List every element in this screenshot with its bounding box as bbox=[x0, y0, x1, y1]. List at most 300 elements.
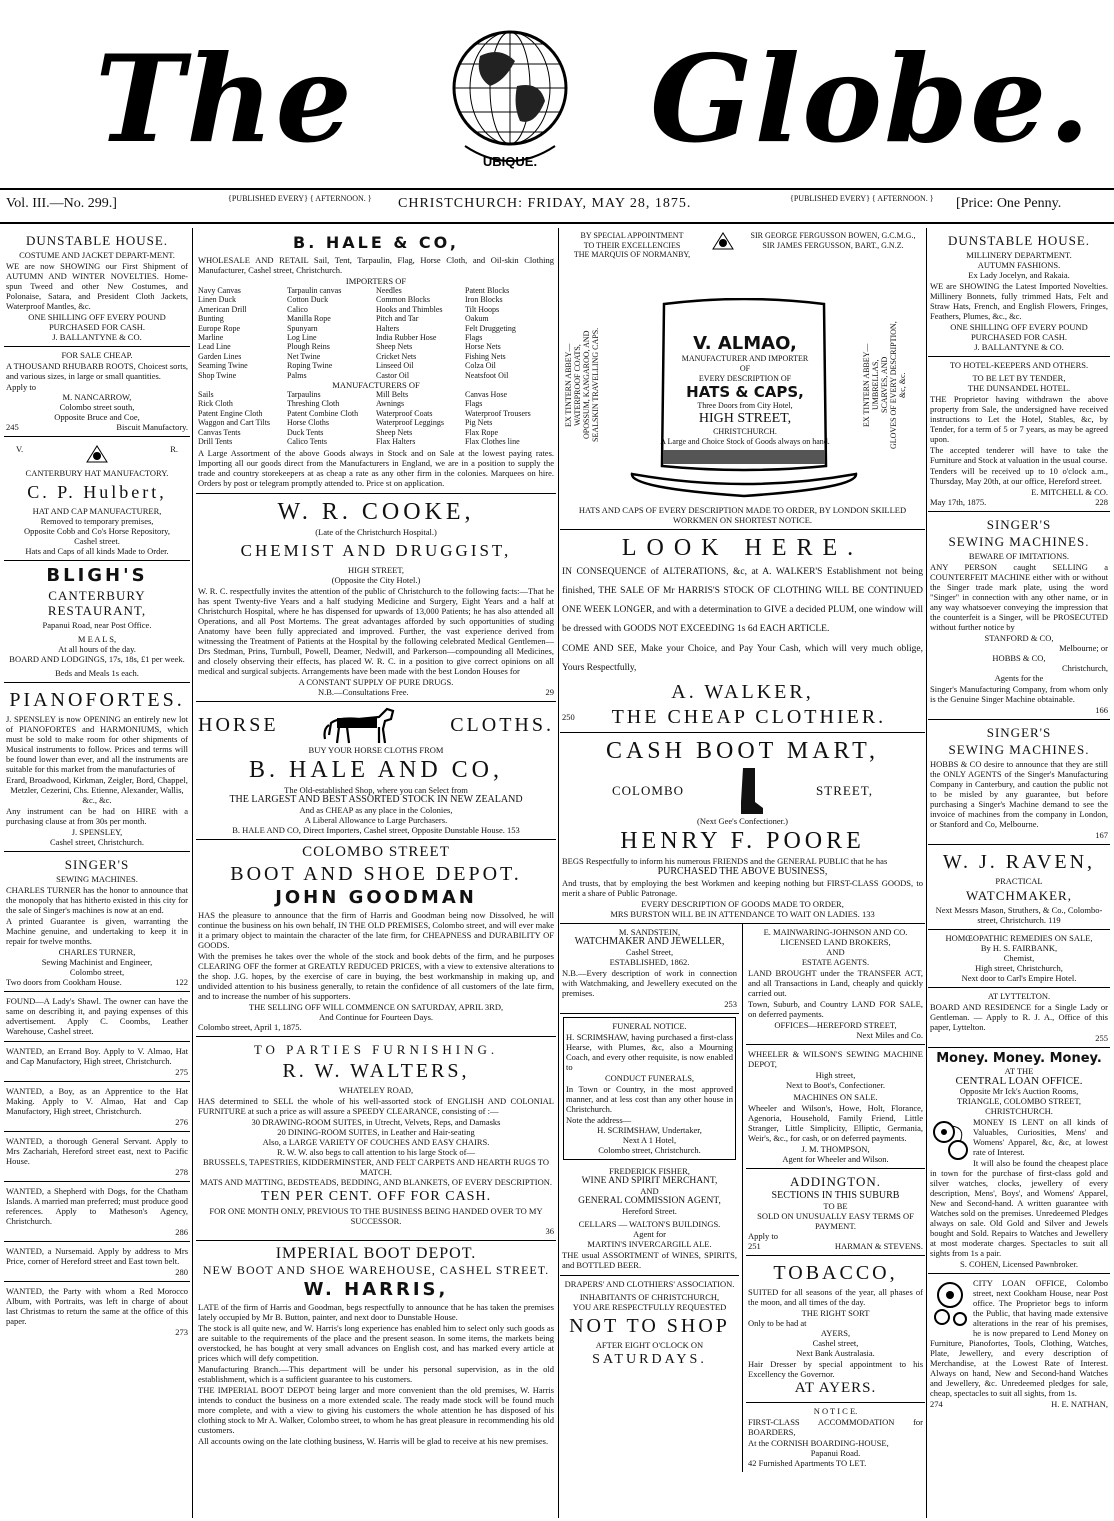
ad-wanted bbox=[4, 1282, 190, 1341]
vertical-line: SEALSKIN TRAVELLING CAPS. bbox=[591, 327, 600, 442]
boot-icon bbox=[735, 766, 765, 816]
ad-walker bbox=[560, 530, 925, 733]
ad-number: 251 bbox=[748, 1240, 761, 1251]
ad-title: COLOMBO STREET bbox=[302, 843, 450, 860]
ad-name: H. SCRIMSHAW, Undertaker, bbox=[597, 1124, 702, 1135]
ad-body: WANTED, the Party with whom a Red Morocco Album, with Portraits, was left in charge of about last Christmas to return the same at the office of this paper. bbox=[6, 1286, 188, 1326]
ad-blighs bbox=[4, 561, 190, 683]
ad-body: LATE of the firm of Harris and Goodman, begs respectfully to announce that he has taken the premises lately occupied by Mr B. Button, painter, and next door to Dunstable House. bbox=[198, 1301, 554, 1322]
ad-sale: MACHINES ON SALE. bbox=[793, 1091, 878, 1102]
ad-inhabitants: INHABITANTS OF CHRISTCHURCH, bbox=[579, 1291, 720, 1302]
goods-list-item: Duck Tents bbox=[287, 427, 324, 437]
ad-name: HENRY F. POORE bbox=[620, 827, 865, 854]
ad-raven bbox=[928, 845, 1110, 930]
ad-subtitle: SEWING MACHINES. bbox=[948, 742, 1090, 757]
watch-jewellery-icon bbox=[930, 1118, 970, 1162]
ad-scrimshaw bbox=[563, 1017, 736, 1160]
ad-wanted bbox=[4, 1082, 190, 1132]
ad-signature: J. BALLANTYNE & CO. bbox=[974, 342, 1064, 352]
ad-title: DRAPERS' AND CLOTHIERS' ASSOCIATION. bbox=[564, 1278, 735, 1289]
ad-usual: THE usual ASSORTMENT of WINES, SPIRITS, and BOTTLED BEER. bbox=[562, 1249, 737, 1270]
goods-list-item: Drill Tents bbox=[198, 437, 233, 447]
ad-next: Next Miles and Co. bbox=[856, 1029, 923, 1040]
ad-after: AFTER EIGHT O'CLOCK ON bbox=[595, 1339, 704, 1350]
goods-list-item: Awnings bbox=[376, 399, 405, 409]
ad-meals: M E A L S, bbox=[77, 634, 117, 644]
ad-address: High street, Christchurch, bbox=[975, 963, 1063, 973]
ad-number: 36 bbox=[545, 1225, 554, 1236]
ad-next: Next Bank Australasia. bbox=[796, 1347, 875, 1358]
ad-appointment-name: THE MARQUIS OF NORMANBY, bbox=[573, 250, 691, 259]
ad-appointment-name: SIR JAMES FERGUSSON, BART., G.N.Z. bbox=[762, 240, 904, 250]
ad-buy: BUY YOUR HORSE CLOTHS FROM bbox=[308, 744, 444, 755]
ad-hours: At all hours of the day. bbox=[58, 644, 136, 654]
goods-list-item: Spunyarn bbox=[287, 323, 318, 333]
ad-and: AND bbox=[640, 1185, 659, 1196]
column-rule bbox=[192, 228, 193, 1518]
ad-street-left: COLOMBO bbox=[612, 783, 685, 798]
goods-list-item: Marline bbox=[198, 333, 224, 343]
goods-list-item: Calico bbox=[287, 304, 308, 314]
ad-triangle: TRIANGLE, COLOMBO STREET, bbox=[956, 1096, 1082, 1106]
goods-list-item: Threshing Cloth bbox=[287, 399, 340, 409]
ad-supply: A CONSTANT SUPPLY OF PURE DRUGS. bbox=[298, 676, 454, 687]
ad-next: Next door to Carl's Empire Hotel. bbox=[961, 973, 1077, 983]
goods-list-item: Patent Engine Cloth bbox=[198, 408, 263, 418]
ad-city: CHRISTCHURCH. bbox=[713, 426, 777, 436]
goods-list-item: Log Line bbox=[287, 333, 317, 343]
ad-body: FIRST-CLASS ACCOMMODATION for BOARDERS, bbox=[748, 1416, 923, 1437]
goods-list-item: Waterproof Coats bbox=[376, 408, 433, 418]
goods-list-item: Pitch and Tar bbox=[376, 314, 419, 324]
price: [Price: One Penny. bbox=[956, 196, 1062, 211]
ad-name: A. WALKER, bbox=[671, 680, 814, 703]
ad-tobe: TO BE bbox=[823, 1200, 848, 1211]
goods-list-item: Waterproof Trousers bbox=[465, 408, 531, 418]
ad-ex: Ex Lady Jocelyn, and Rakaia. bbox=[968, 270, 1070, 280]
ad-mainwaring bbox=[746, 924, 925, 1045]
goods-list-item: Cricket Nets bbox=[376, 351, 417, 361]
ad-number: 122 bbox=[175, 977, 188, 987]
ad-agent: Agent for Wheeler and Wilson. bbox=[782, 1153, 889, 1164]
ad-offer: ONE SHILLING OFF EVERY POUND PURCHASED FOR CASH. bbox=[950, 322, 1088, 342]
ad-allow: A Liberal Allowance to Large Purchasers. bbox=[304, 814, 448, 825]
ad-cash: TEN PER CENT. OFF FOR CASH. bbox=[260, 1188, 492, 1204]
ad-body: FOUND—A Lady's Shawl. The owner can have the same on describing it, and paying expenses of this advertisement. Apply C. Coombs, Leather Warehouse, Cashel street. bbox=[6, 996, 188, 1036]
ad-name: M. NANCARROW, bbox=[62, 392, 132, 402]
ad-opposite: Opposite Mr Ick's Auction Rooms, bbox=[959, 1086, 1079, 1096]
ad-subtitle: SEWING MACHINES. bbox=[948, 534, 1090, 549]
ad-cooke bbox=[196, 494, 556, 702]
royal-crest-icon bbox=[710, 231, 736, 251]
ad-agent: HARMAN & STEVENS. bbox=[834, 1240, 923, 1251]
manufactures-list bbox=[198, 390, 554, 446]
goods-list-item: Palms bbox=[287, 370, 307, 380]
ad-number: 273 bbox=[175, 1327, 188, 1337]
ad-appointment-to: TO THEIR EXCELLENCIES bbox=[583, 240, 681, 250]
ad-of: OF bbox=[739, 363, 751, 373]
ad-number: 153 bbox=[507, 824, 520, 835]
masthead-title-left: The bbox=[95, 29, 354, 170]
goods-list-item: Roping Twine bbox=[287, 361, 333, 371]
ad-body: WANTED, a Boy, as an Apprentice to the Hat Making. Apply to V. Almao, Hat and Cap Manufactory, High street, Christchurch. bbox=[6, 1086, 188, 1116]
ad-number: 166 bbox=[1095, 705, 1108, 715]
column-4 bbox=[928, 228, 1110, 1518]
ad-title: TOBACCO, bbox=[773, 1261, 898, 1284]
masthead-motto: UBIQUE. bbox=[482, 154, 538, 169]
ad-street-right: STREET, bbox=[816, 783, 873, 798]
ad-address: B. HALE AND CO, Direct Importers, Cashel street, Opposite Dunstable House. bbox=[232, 824, 505, 835]
goods-list-item: Iron Blocks bbox=[465, 295, 503, 305]
ad-intro: WHOLESALE AND RETAIL Sail, Tent, Tarpaulin, Flag, Horse Cloth, and Oil-skin Clothing Manufacturer, Cashel street, Christchurch. bbox=[198, 255, 554, 275]
goods-list-item: American Drill bbox=[198, 304, 247, 314]
ad-address: Colombo street south, bbox=[59, 402, 135, 412]
ad-number: 245 bbox=[6, 422, 19, 432]
goods-list-item: Flax Rope bbox=[465, 427, 499, 437]
ad-body: WE are now SHOWING our First Shipment of AUTUMN AND WINTER NOVELTIES. Home-spun Tweed and other New Costumes, and Polonaise, Satara, and President Cloth Jackets, Waterproof Mantles, &c. bbox=[6, 261, 188, 311]
ad-practical: PRACTICAL bbox=[995, 876, 1043, 886]
ad-signature: S. COHEN, Licensed Pawnbroker. bbox=[959, 1259, 1079, 1269]
goods-list-item: Flax Clothes line bbox=[465, 437, 520, 447]
ad-body: Manufacturing Branch.—This department will be under his personal supervision, as in the old establishment, which is a sufficient guarantee to his customers. bbox=[198, 1363, 554, 1384]
ad-name: J. SPENSLEY, bbox=[71, 827, 123, 837]
ad-fisher bbox=[560, 1163, 739, 1276]
ad-wheeler bbox=[746, 1045, 925, 1169]
ad-title: SINGER'S bbox=[986, 725, 1052, 740]
ad-title: W. R. COOKE, bbox=[277, 498, 475, 525]
ad-trade: LICENSED LAND BROKERS, bbox=[780, 936, 891, 947]
ad-ale: MARTIN'S INVERCARGILL ALE. bbox=[587, 1238, 712, 1249]
ad-not-to-shop: NOT TO SHOP bbox=[569, 1314, 730, 1337]
ad-line: 30 DRAWING-ROOM SUITES, in Utrecht, Velvets, Reps, and Damasks bbox=[251, 1116, 501, 1127]
dateline bbox=[0, 188, 1114, 224]
ad-title: SINGER'S bbox=[64, 857, 130, 872]
ad-beds: Beds and Meals 1s each. bbox=[55, 668, 139, 678]
volume-number: Vol. III.—No. 299.] bbox=[6, 196, 117, 211]
published-note-right: {PUBLISHED EVERY} { AFTERNOON. } bbox=[790, 194, 934, 203]
ad-address: Cashel street, bbox=[812, 1337, 859, 1348]
goods-list-item: Calico Tents bbox=[287, 437, 327, 447]
column-3 bbox=[560, 228, 925, 1518]
ad-trade: WINE AND SPIRIT MERCHANT, bbox=[581, 1175, 718, 1186]
goods-list-item: Europe Rope bbox=[198, 323, 240, 333]
goods-list-item: Net Twine bbox=[287, 351, 321, 361]
ad-body: MONEY IS LENT on all kinds of Valuables, Curiosities, Mens' and Womens' Apparel, &c, &c, at lowest rate of Interest. bbox=[973, 1117, 1108, 1157]
ad-body: LAND BROUGHT under the TRANSFER ACT, and all Transactions in Land, cheaply and quickly carried out. bbox=[748, 967, 923, 998]
ad-beware: BEWARE OF IMITATIONS. bbox=[968, 551, 1070, 561]
ad-number: 133 bbox=[861, 908, 875, 919]
ad-saturdays: SATURDAYS. bbox=[592, 1351, 707, 1367]
ad-appointment-name: SIR GEORGE FERGUSSON BOWEN, G.C.M.G., bbox=[750, 231, 916, 240]
ad-number: 42 bbox=[748, 1457, 757, 1468]
ad-list: Wheeler and Wilson's, Howe, Holt, Florance, Agenoria, Household, Family Friend, Little Stranger, Little Simplicity, Elliptic, Germania, Weir's, &c., for cash, or on deferred payments. bbox=[748, 1102, 923, 1143]
ad-ayers bbox=[746, 1256, 925, 1403]
ad-body: H. SCRIMSHAW, having purchased a first-class Hearse, with Plumes, &c, also a Mourning Coach, and every other requisite, is now enabled to bbox=[566, 1031, 733, 1072]
goods-list-item: Canvas Hose bbox=[465, 390, 507, 400]
column-rule bbox=[926, 228, 927, 1518]
ad-subtitle: SEWING MACHINES. bbox=[56, 874, 138, 884]
ad-subtitle: THE CHEAP CLOTHIER. bbox=[611, 705, 887, 728]
ad-name: W. HARRIS, bbox=[303, 1278, 449, 1300]
goods-list-item: Seaming Twine bbox=[198, 361, 248, 371]
ad-address: Cashel street, Christchurch. bbox=[50, 837, 144, 847]
ad-body: W. R. C. respectfully invites the attention of the public of Christchurch to the following facts:—That he has spent Twenty-five Years and a half studying Medicine and Surgery, Eight Years and a half at Christchurch Hospital, where he has dispensed for upwards of 13,000 Patients; he has also attended all Operations, and all Post Mortems. The great advantages afforded by such opportunities of studing Anatomy have been fully appreciated and improved. Further, the vast experience derived from witnessing the Treatment of Patients at the Hospital by the following celebrated Medical Gentlemen—Drs Stedman, Prins, Turnbull, Powell, Deamer, Nedwill, and Parkerson—compounding all Medicines, and closely observing their effects, has placed W. R. C. in a position to give correct opinions on all medical and surgical subjects. Arrangements have been made with the best London Houses for bbox=[198, 585, 554, 676]
goods-list-item: Oakum bbox=[465, 314, 489, 324]
ad-next: Next to Boot's, Confectioner. bbox=[785, 1079, 886, 1090]
goods-list-item: Bunting bbox=[198, 314, 224, 324]
ad-line: Cashel street. bbox=[74, 536, 120, 546]
ad-title: DUNSTABLE HOUSE. bbox=[25, 233, 169, 248]
ad-trade: Chemist, bbox=[1003, 953, 1035, 963]
ad-title: TO PARTIES FURNISHING. bbox=[253, 1041, 499, 1057]
vertical-line: EX TINTERN ABBEY— bbox=[862, 342, 871, 427]
ad-title: TO HOTEL-KEEPERS AND OTHERS. bbox=[949, 360, 1089, 370]
ad-board: BOARD AND LODGINGS, 17s, 18s, £1 per week. bbox=[9, 654, 185, 664]
ad-season: AUTUMN FASHIONS. bbox=[977, 260, 1061, 270]
ad-apply: Apply to bbox=[748, 1230, 778, 1241]
ad-name: THE DUNSANDEL HOTEL. bbox=[967, 383, 1071, 393]
ad-conduct: CONDUCT FUNERALS, bbox=[604, 1072, 695, 1083]
vertical-line: GLOVES OF EVERY DESCRIPTION, bbox=[889, 320, 898, 449]
ad-signature: H. E. NATHAN, bbox=[1051, 1399, 1108, 1409]
goods-list-item: Plough Reins bbox=[287, 342, 330, 352]
royal-crest-icon bbox=[84, 444, 110, 464]
ad-apply: Apply to bbox=[6, 382, 36, 392]
goods-list-item: Tilt Hoops bbox=[465, 304, 500, 314]
ad-body: THE IMPERIAL BOOT DEPOT being larger and more convenient than the old premises, W. Harris intends to conduct the business on a more extended scale. The ready made stock will be found much more complete, and with a view to giving his customers the whole attention he has disposed of his clothing stock to Mr A. Walker, Colombo street, to whom he has great pleasure in recommending his old customers. bbox=[198, 1384, 554, 1435]
ad-footer: A Large Assortment of the above Goods always in Stock and on Sale at the lowest paying rates. Importing all our goods direct from the Manufacturers in England, we are in a position to supply the trade and country storekeepers at as cheap a rate as any other firm in the colonies. Marquees on hire. Orders by post or telegram promptly attended to. Price st on application. bbox=[198, 447, 554, 488]
ad-sort: THE RIGHT SORT bbox=[801, 1307, 870, 1318]
vertical-text-left bbox=[564, 300, 600, 470]
column-1 bbox=[4, 228, 190, 1518]
ad-number: 119 bbox=[1048, 915, 1061, 925]
ad-hulbert bbox=[4, 437, 190, 561]
ad-date: May 17th, 1875. bbox=[930, 497, 987, 507]
ad-line: HOBBS & CO, bbox=[992, 653, 1046, 663]
ad-number: 167 bbox=[1095, 830, 1108, 840]
ad-date: Colombo street, April 1, 1875. bbox=[198, 1021, 302, 1032]
ad-body: J. SPENSLEY is now OPENING an entirely new lot of PIANOFORTES and HARMONIUMS, which must be sold to make room for other shipments of Musical instruments to follow. Prices and terms will be found lower than ever, and all the instruments are suitable for this market from the manufacturies of bbox=[6, 714, 188, 774]
ad-title: LOOK HERE. bbox=[621, 534, 864, 561]
ad-lyttelton bbox=[928, 988, 1110, 1048]
goods-list-item: Horse Cloths bbox=[287, 418, 329, 428]
ad-harris bbox=[196, 1241, 556, 1451]
ad-line: STANFORD & CO, bbox=[984, 633, 1054, 643]
goods-list-item: Canvas Tents bbox=[198, 427, 241, 437]
horse-icon bbox=[319, 705, 409, 745]
ad-title: AT LYTTELTON. bbox=[987, 991, 1051, 1001]
ad-appointment: BY SPECIAL APPOINTMENT bbox=[580, 231, 684, 240]
ad-shawl bbox=[4, 992, 190, 1042]
goods-list-item: Flax Halters bbox=[376, 437, 416, 447]
ad-body: WANTED, an Errand Boy. Apply to V. Almao, Hat and Cap Manufactory, High street, Christchurch. bbox=[6, 1046, 188, 1066]
ad-horse-cloths bbox=[196, 702, 556, 840]
ad-subtitle: NEW BOOT AND SHOE WAREHOUSE, CASHEL STREET. bbox=[202, 1262, 550, 1277]
ad-title: Money. Money. Money. bbox=[936, 1051, 1102, 1066]
ad-late: (Late of the Christchurch Hospital.) bbox=[315, 526, 437, 537]
goods-list-item: Flags bbox=[465, 399, 483, 409]
goods-list-item: Sheep Nets bbox=[376, 427, 413, 437]
ad-trade: GENERAL COMMISSION AGENT, bbox=[578, 1195, 721, 1206]
ad-every: EVERY DESCRIPTION OF GOODS MADE TO ORDER, bbox=[641, 898, 844, 909]
goods-list-item: Felt Druggeting bbox=[465, 323, 516, 333]
goods-list-item: Flags bbox=[465, 333, 483, 343]
ad-at: AT THE bbox=[1004, 1066, 1034, 1076]
ad-line: Opposite Cobb and Co's Horse Repository, bbox=[24, 526, 170, 536]
ad-body: A THOUSAND RHUBARB ROOTS, Choicest sorts, and various sizes, in large or small quantities. bbox=[6, 361, 188, 381]
ad-trade: MANUFACTURER AND IMPORTER bbox=[681, 353, 809, 363]
ad-body: BEGS Respectfully to inform his numerous FRIENDS and the GENERAL PUBLIC that he has bbox=[562, 855, 888, 866]
ad-opposite: (Opposite the City Hotel.) bbox=[331, 574, 421, 585]
ad-dunstable-millinery bbox=[928, 228, 1110, 357]
ad-trade: CHEMIST AND DRUGGIST, bbox=[240, 540, 512, 560]
ad-address: Next Messrs Mason, Struthers, & Co., Colombo-street, Christchurch. bbox=[935, 905, 1103, 925]
ad-sale: THE SELLING OFF WILL COMMENCE ON SATURDAY, APRIL 3RD, bbox=[248, 1001, 504, 1012]
ad-number: 280 bbox=[175, 1267, 188, 1277]
ad-signature: J. BALLANTYNE & CO. bbox=[52, 332, 142, 342]
ad-subtitle: MILLINERY DEPARTMENT. bbox=[966, 250, 1072, 260]
ad-title: N O T I C E. bbox=[813, 1405, 858, 1416]
column-rule bbox=[558, 228, 559, 1518]
vertical-line: SCARVES, AND bbox=[880, 356, 889, 413]
goods-list-item: Horse Nets bbox=[465, 342, 501, 352]
ad-goodman bbox=[196, 840, 556, 1037]
goods-list-item: Fishing Nets bbox=[465, 351, 506, 361]
ad-trade: WATCHMAKER AND JEWELLER, bbox=[574, 935, 725, 947]
ad-singer-hobbs bbox=[928, 720, 1110, 845]
goods-list-item: Garden Lines bbox=[198, 351, 242, 361]
ad-line: MATS AND MATTING, BEDSTEADS, BEDDING, AND BLANKETS, OF EVERY DESCRIPTION. bbox=[200, 1176, 552, 1187]
ad-every: EVERY DESCRIPTION OF bbox=[698, 373, 792, 383]
ad-number: 29 bbox=[545, 686, 554, 697]
ad-hats: HATS & CAPS, bbox=[686, 382, 804, 401]
ad-next: Next A 1 Hotel, bbox=[622, 1134, 677, 1145]
goods-list-item: Navy Canvas bbox=[198, 286, 241, 295]
ad-city-loan bbox=[928, 1274, 1110, 1413]
ad-month: FOR ONE MONTH ONLY, PREVIOUS TO THE BUSINESS BEING HANDED OVER TO MY SUCCESSOR. bbox=[209, 1205, 543, 1226]
ad-pianofortes bbox=[4, 683, 190, 852]
goods-list-item: Linen Duck bbox=[198, 295, 236, 305]
ad-body: WANTED, a thorough General Servant. Apply to Mrs Zachariah, Hereford street east, next to Pacific House. bbox=[6, 1136, 188, 1166]
ad-title: WHEELER & WILSON'S SEWING MACHINE DEPOT, bbox=[748, 1048, 923, 1069]
goods-list-item: Sails bbox=[198, 390, 214, 400]
ad-continue: And Continue for Fourteen Days. bbox=[318, 1011, 434, 1022]
ad-name: M. SANDSTEIN, bbox=[618, 926, 681, 937]
goods-list-item: Rick Cloth bbox=[198, 399, 233, 409]
ad-heading: MANUFACTURERS OF bbox=[332, 380, 420, 391]
ad-agent: Agent for bbox=[633, 1228, 666, 1239]
royal-cipher-v: V. bbox=[16, 444, 24, 454]
ad-and: AND bbox=[826, 946, 845, 957]
ad-come: COME AND SEE, Make your Choice, and Pay Your Cash, which will very much oblige, Yours Respectfully, bbox=[562, 643, 923, 673]
ad-trade: WATCHMAKER, bbox=[966, 888, 1072, 903]
ad-name: W. J. RAVEN, bbox=[942, 851, 1096, 873]
ad-body: Tenders will be received up to 10 o'clock a.m., Thursday, May 20th, at our office, Hereford street. bbox=[930, 466, 1108, 486]
vertical-line: EX TINTERN ABBEY— bbox=[564, 342, 573, 427]
ad-walters bbox=[196, 1037, 556, 1241]
ad-title: BLIGH'S bbox=[46, 565, 148, 586]
vertical-line: WATERPROOF COATS, bbox=[573, 343, 582, 426]
ad-body: WE are SHOWING the Latest Imported Novelties. Millinery Bonnets, fully trimmed Hats, Felt and Straw Hats, French, and English Flowers, Fringes, Feathers, Plumes, &c., &c. bbox=[930, 281, 1108, 321]
ad-line: 20 DINING-ROOM SUITES, in Leather and Hair-seating bbox=[277, 1126, 475, 1137]
ad-name: JOHN GOODMAN bbox=[275, 886, 477, 908]
ad-at-ayers: AT AYERS. bbox=[794, 1379, 877, 1396]
ad-bought: PURCHASED THE ABOVE BUSINESS, bbox=[657, 865, 828, 877]
ad-name: AYERS, bbox=[820, 1327, 851, 1338]
goods-list-item: Linseed Oil bbox=[376, 361, 414, 371]
ad-sold: SOLD ON UNUSUALLY EASY TERMS OF PAYMENT. bbox=[757, 1210, 914, 1231]
goods-list-item: Pig Nets bbox=[465, 418, 493, 428]
goods-list-item: Needles bbox=[376, 286, 402, 295]
ad-central-loan bbox=[928, 1048, 1110, 1274]
ad-body: HAS the pleasure to announce that the firm of Harris and Goodman being now Dissolved, he will continue the business on his own behalf, IN THE OLD PREMISES, Colombo street, and will ever make it a primary object to maintain the character of the late firm, for CHEAPNESS and DURABILITY OF GOODS. bbox=[198, 909, 554, 950]
ad-number: 276 bbox=[175, 1117, 188, 1127]
goods-list-item: Hooks and Thimbles bbox=[376, 304, 443, 314]
goods-list-item: Tarpaulins bbox=[287, 390, 321, 400]
ad-body: CITY LOAN OFFICE, Colombo street, next Cookham House, near Post office. The Proprietor begs to inform the Public, that having made extensive alterations in the rear of his premises, he is now prepared to Lend Money on Furniture, Pianofortes, Tools, Clothing, Watches, Plate, Jewellery, and every description of Merchandise, at the Lowest Rate of Interest. Always on hand, New and Second-hand Watches and Jewellery, &c. Unredeemed pledges for sale, cheap, spectacles to suit all sights, from 1s. bbox=[930, 1278, 1108, 1398]
ad-body: CHARLES TURNER has the honor to announce that the monopoly that has hitherto existed in this city for the sale of Singer's machines is now at an end. bbox=[6, 885, 188, 915]
ad-wanted bbox=[4, 1042, 190, 1082]
ad-dunstable-costume bbox=[4, 228, 190, 347]
ad-address: Colombo street, Christchurch. bbox=[598, 1144, 701, 1155]
ad-street: Cashel Street, bbox=[625, 946, 674, 957]
ad-body: Singer's Manufacturing Company, from whom only is the Genuine Singer Machine obtainable. bbox=[930, 684, 1108, 704]
goods-list-item: Halters bbox=[376, 323, 400, 333]
ad-subtitle: BOOT AND SHOE DEPOT. bbox=[230, 862, 522, 885]
ad-line: BRUSSELS, TAPESTRIES, KIDDERMINSTER, AND FELT CARPETS AND HEARTH RUGS TO MATCH. bbox=[203, 1156, 549, 1177]
ad-number: 253 bbox=[724, 998, 737, 1009]
ad-body: WANTED, a Nursemaid. Apply by address to Mrs Price, corner of Hereford street and East town belt. bbox=[6, 1246, 188, 1266]
ad-body: SECTIONS IN THIS SUBURB bbox=[771, 1189, 900, 1201]
ad-number: 286 bbox=[175, 1227, 188, 1237]
ad-body: HOBBS & CO desire to announce that they are still the ONLY AGENTS of the Singer's Manufacturing Company in Canterbury, and caution the public not to be misled by any guarantee, but before purchasing a Singer's Machine demand to see the invoice of machines from the company in London, or Stanford and Co, Melbourne. bbox=[930, 759, 1108, 829]
ad-title-left: HORSE bbox=[198, 713, 279, 736]
ad-cellars: CELLARS — WALTON'S BUILDINGS. bbox=[578, 1218, 721, 1229]
ad-address: Hereford Street. bbox=[622, 1205, 677, 1216]
goods-list-item: Colza Oil bbox=[465, 361, 496, 371]
ad-notice bbox=[746, 1403, 925, 1472]
goods-list-item: Castor Oil bbox=[376, 370, 410, 380]
ad-number: 250 bbox=[562, 711, 575, 722]
masthead bbox=[0, 0, 1114, 190]
ad-request: YOU ARE RESPECTFULLY REQUESTED bbox=[572, 1301, 727, 1312]
ad-body: BOARD AND RESIDENCE for a Single Lady or Gentleman. — Apply to R. J. A., Office of this paper, Lyttelton. bbox=[930, 1002, 1108, 1032]
goods-list-item: Common Blocks bbox=[376, 295, 431, 305]
ad-only: Only to be had at bbox=[748, 1317, 807, 1328]
goods-list-item: Waterproof Leggings bbox=[376, 418, 444, 428]
published-note-left: {PUBLISHED EVERY} { AFTERNOON. } bbox=[228, 194, 372, 203]
ad-title: CASH BOOT MART, bbox=[605, 737, 880, 764]
goods-list-item: Mill Belts bbox=[376, 390, 409, 400]
goods-list-item: Tarpaulin canvas bbox=[287, 286, 342, 295]
ad-makers: Erard, Broadwood, Kirkman, Zeigler, Bord, Chappel, Metzler, Cezerini, Chs. Etienne, Alexander, Wallis, &c., &c. bbox=[6, 775, 188, 805]
ad-line: Also, a LARGE VARIETY OF COUCHES AND EASY CHAIRS. bbox=[262, 1136, 490, 1147]
ad-note: N.B.—Consultations Free. bbox=[318, 686, 409, 697]
ad-city: CHRISTCHURCH. bbox=[985, 1106, 1053, 1116]
ad-title-right: CLOTHS. bbox=[450, 713, 554, 736]
ad-hale bbox=[196, 228, 556, 494]
imports-list bbox=[198, 286, 554, 380]
ad-title: PIANOFORTES. bbox=[9, 689, 185, 711]
ad-body: IN CONSEQUENCE of ALTERATIONS, &c, at A. WALKER'S Establishment not being finished, THE SALE OF Mr HARRIS'S STOCK OF CLOTHING WILL BE CONTINUED ONE WEEK LONGER, and with a determination to GIVE a decided PLUM, one window will be dressed with GOODS NOT EXCEEDING 1s 6d EACH ARTICLE. bbox=[562, 566, 923, 634]
ad-poore bbox=[560, 733, 925, 924]
ad-title: E. MAINWARING-JOHNSON AND CO. bbox=[763, 926, 908, 937]
ad-body: With the premises he takes over the whole of the stock and book debts of the firm, and he purposes CLEARING OFF the former at GREATLY REDUCED PRICES, with a view to extensive alterations to the shop. J.G. hopes, by the exercise of care in buying, the best workmanship in making up, and undivided attention to his business generally, to retain the confidence of all customers of the late firm, and to increase the number of his supporters. bbox=[198, 950, 554, 1001]
ad-burston: MRS BURSTON WILL BE IN ATTENDANCE TO WAIT ON LADIES. bbox=[610, 908, 860, 919]
ad-address: Papanui Road, near Post Office. bbox=[42, 620, 152, 630]
ad-note: Note the address— bbox=[566, 1114, 632, 1125]
ad-number: 278 bbox=[175, 1167, 188, 1177]
